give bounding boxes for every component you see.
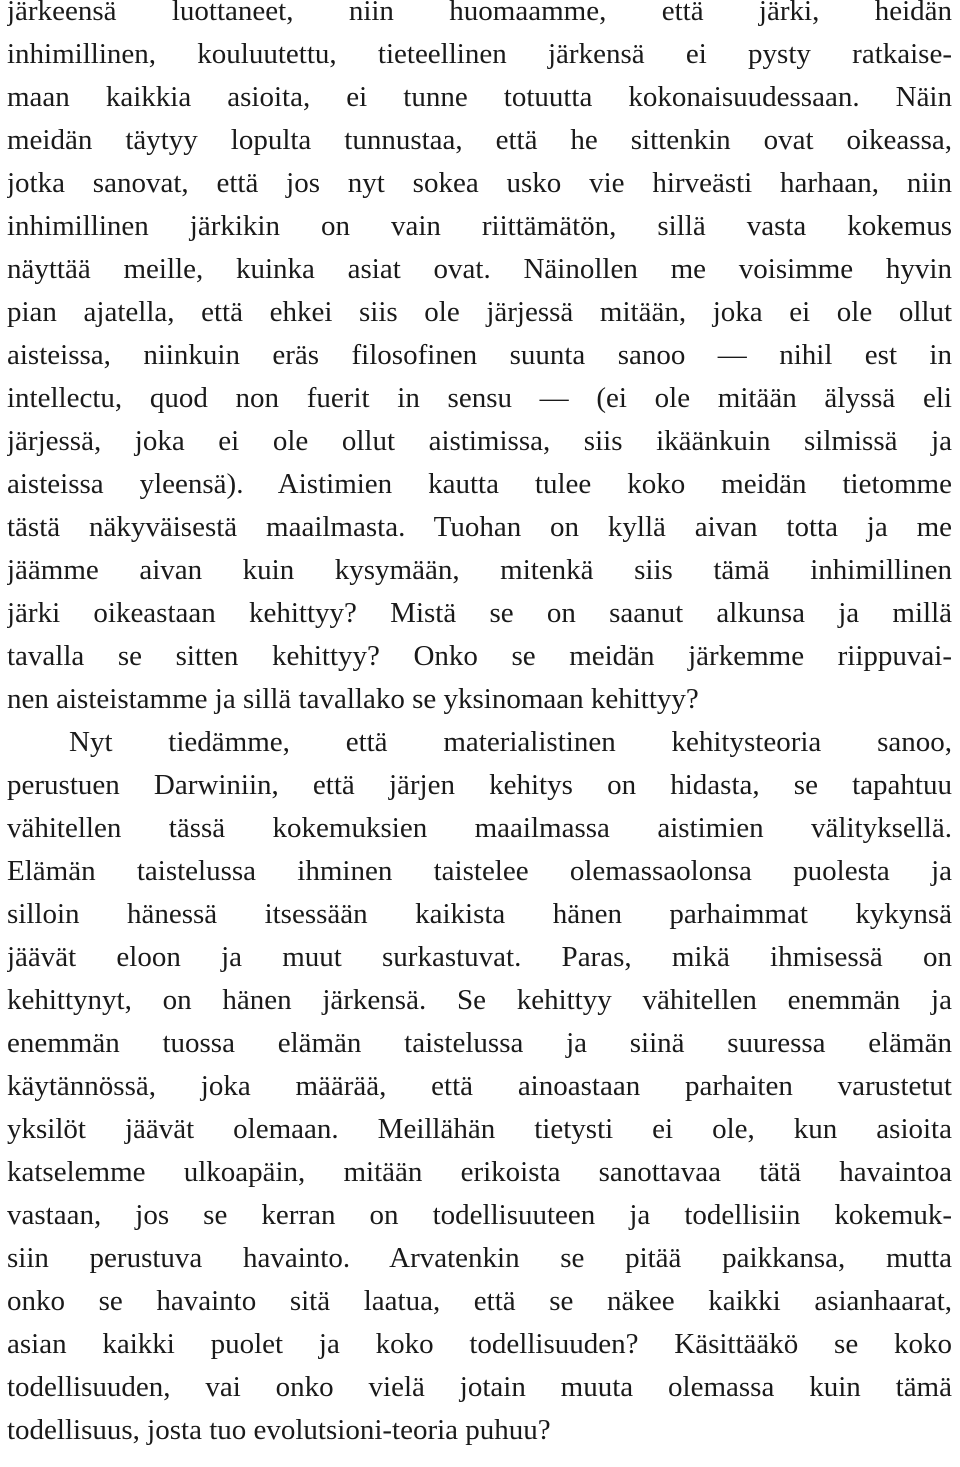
text-line: enemmän tuossa elämän taistelussa ja siinä suuressa elämän xyxy=(7,1027,952,1059)
text-line: tästä näkyväisestä maailmasta. Tuohan on kyllä aivan totta ja me xyxy=(7,511,952,543)
text-line: Elämän taistelussa ihminen taistelee olemassaolonsa puolesta ja xyxy=(7,855,952,887)
text-line: näyttää meille, kuinka asiat ovat. Näinollen me voisimme hyvin xyxy=(7,253,952,285)
text-line: intellectu, quod non fuerit in sensu — (ei ole mitään älyssä eli xyxy=(7,382,952,414)
text-line: yksilöt jäävät olemaan. Meillähän tietysti ei ole, kun asioita xyxy=(7,1113,952,1145)
text-line: jotka sanovat, että jos nyt sokea usko vie hirveästi harhaan, niin xyxy=(7,167,952,199)
text-line: asian kaikki puolet ja koko todellisuuden? Käsittääkö se koko xyxy=(7,1328,952,1360)
text-line: todellisuuden, vai onko vielä jotain muuta olemassa kuin tämä xyxy=(7,1371,952,1403)
paragraph xyxy=(7,721,952,1452)
text-line: järkeensä luottaneet, niin huomaamme, että järki, heidän xyxy=(7,0,952,27)
text-line: järjessä, joka ei ole ollut aistimissa, siis ikäänkuin silmissä ja xyxy=(7,425,952,457)
text-line: aisteissa yleensä). Aistimien kautta tulee koko meidän tietomme xyxy=(7,468,952,500)
text-line: pian ajatella, että ehkei siis ole järjessä mitään, joka ei ole ollut xyxy=(7,296,952,328)
text-line: Nyt tiedämme, että materialistinen kehitysteoria sanoo, xyxy=(69,726,952,758)
text-line: meidän täytyy lopulta tunnustaa, että he sittenkin ovat oikeassa, xyxy=(7,124,952,156)
paragraph xyxy=(7,0,952,721)
text-line: katselemme ulkoapäin, mitään erikoista sanottavaa tätä havaintoa xyxy=(7,1156,952,1188)
text-line: silloin hänessä itsessään kaikista hänen parhaimmat kykynsä xyxy=(7,898,952,930)
text-line: jäävät eloon ja muut surkastuvat. Paras, mikä ihmisessä on xyxy=(7,941,952,973)
text-line: tavalla se sitten kehittyy? Onko se meidän järkemme riippuvai- xyxy=(7,640,952,672)
text-line: vähitellen tässä kokemuksien maailmassa aistimien välityksellä. xyxy=(7,812,952,844)
text-line: käytännössä, joka määrää, että ainoastaan parhaiten varustetut xyxy=(7,1070,952,1102)
text-line: todellisuus, josta tuo evolutsioni-teoria puhuu? xyxy=(7,1414,551,1446)
text-line: järki oikeastaan kehittyy? Mistä se on saanut alkunsa ja millä xyxy=(7,597,952,629)
text-line: nen aisteistamme ja sillä tavallako se yksinomaan kehittyy? xyxy=(7,683,699,715)
text-line: jäämme aivan kuin kysymään, mitenkä siis tämä inhimillinen xyxy=(7,554,952,586)
text-line: onko se havainto sitä laatua, että se näkee kaikki asianhaarat, xyxy=(7,1285,952,1317)
text-line: kehittynyt, on hänen järkensä. Se kehittyy vähitellen enemmän ja xyxy=(7,984,952,1016)
text-line: siin perustuva havainto. Arvatenkin se pitää paikkansa, mutta xyxy=(7,1242,952,1274)
text-line: inhimillinen järkikin on vain riittämätön, sillä vasta kokemus xyxy=(7,210,952,242)
text-line: aisteissa, niinkuin eräs filosofinen suunta sanoo — nihil est in xyxy=(7,339,952,371)
text-line: inhimillinen, kouluutettu, tieteellinen järkensä ei pysty ratkaise- xyxy=(7,38,952,70)
text-line: vastaan, jos se kerran on todellisuuteen ja todellisiin kokemuk- xyxy=(7,1199,952,1231)
text-line: perustuen Darwiniin, että järjen kehitys on hidasta, se tapahtuu xyxy=(7,769,952,801)
text-line: maan kaikkia asioita, ei tunne totuutta kokonaisuudessaan. Näin xyxy=(7,81,952,113)
